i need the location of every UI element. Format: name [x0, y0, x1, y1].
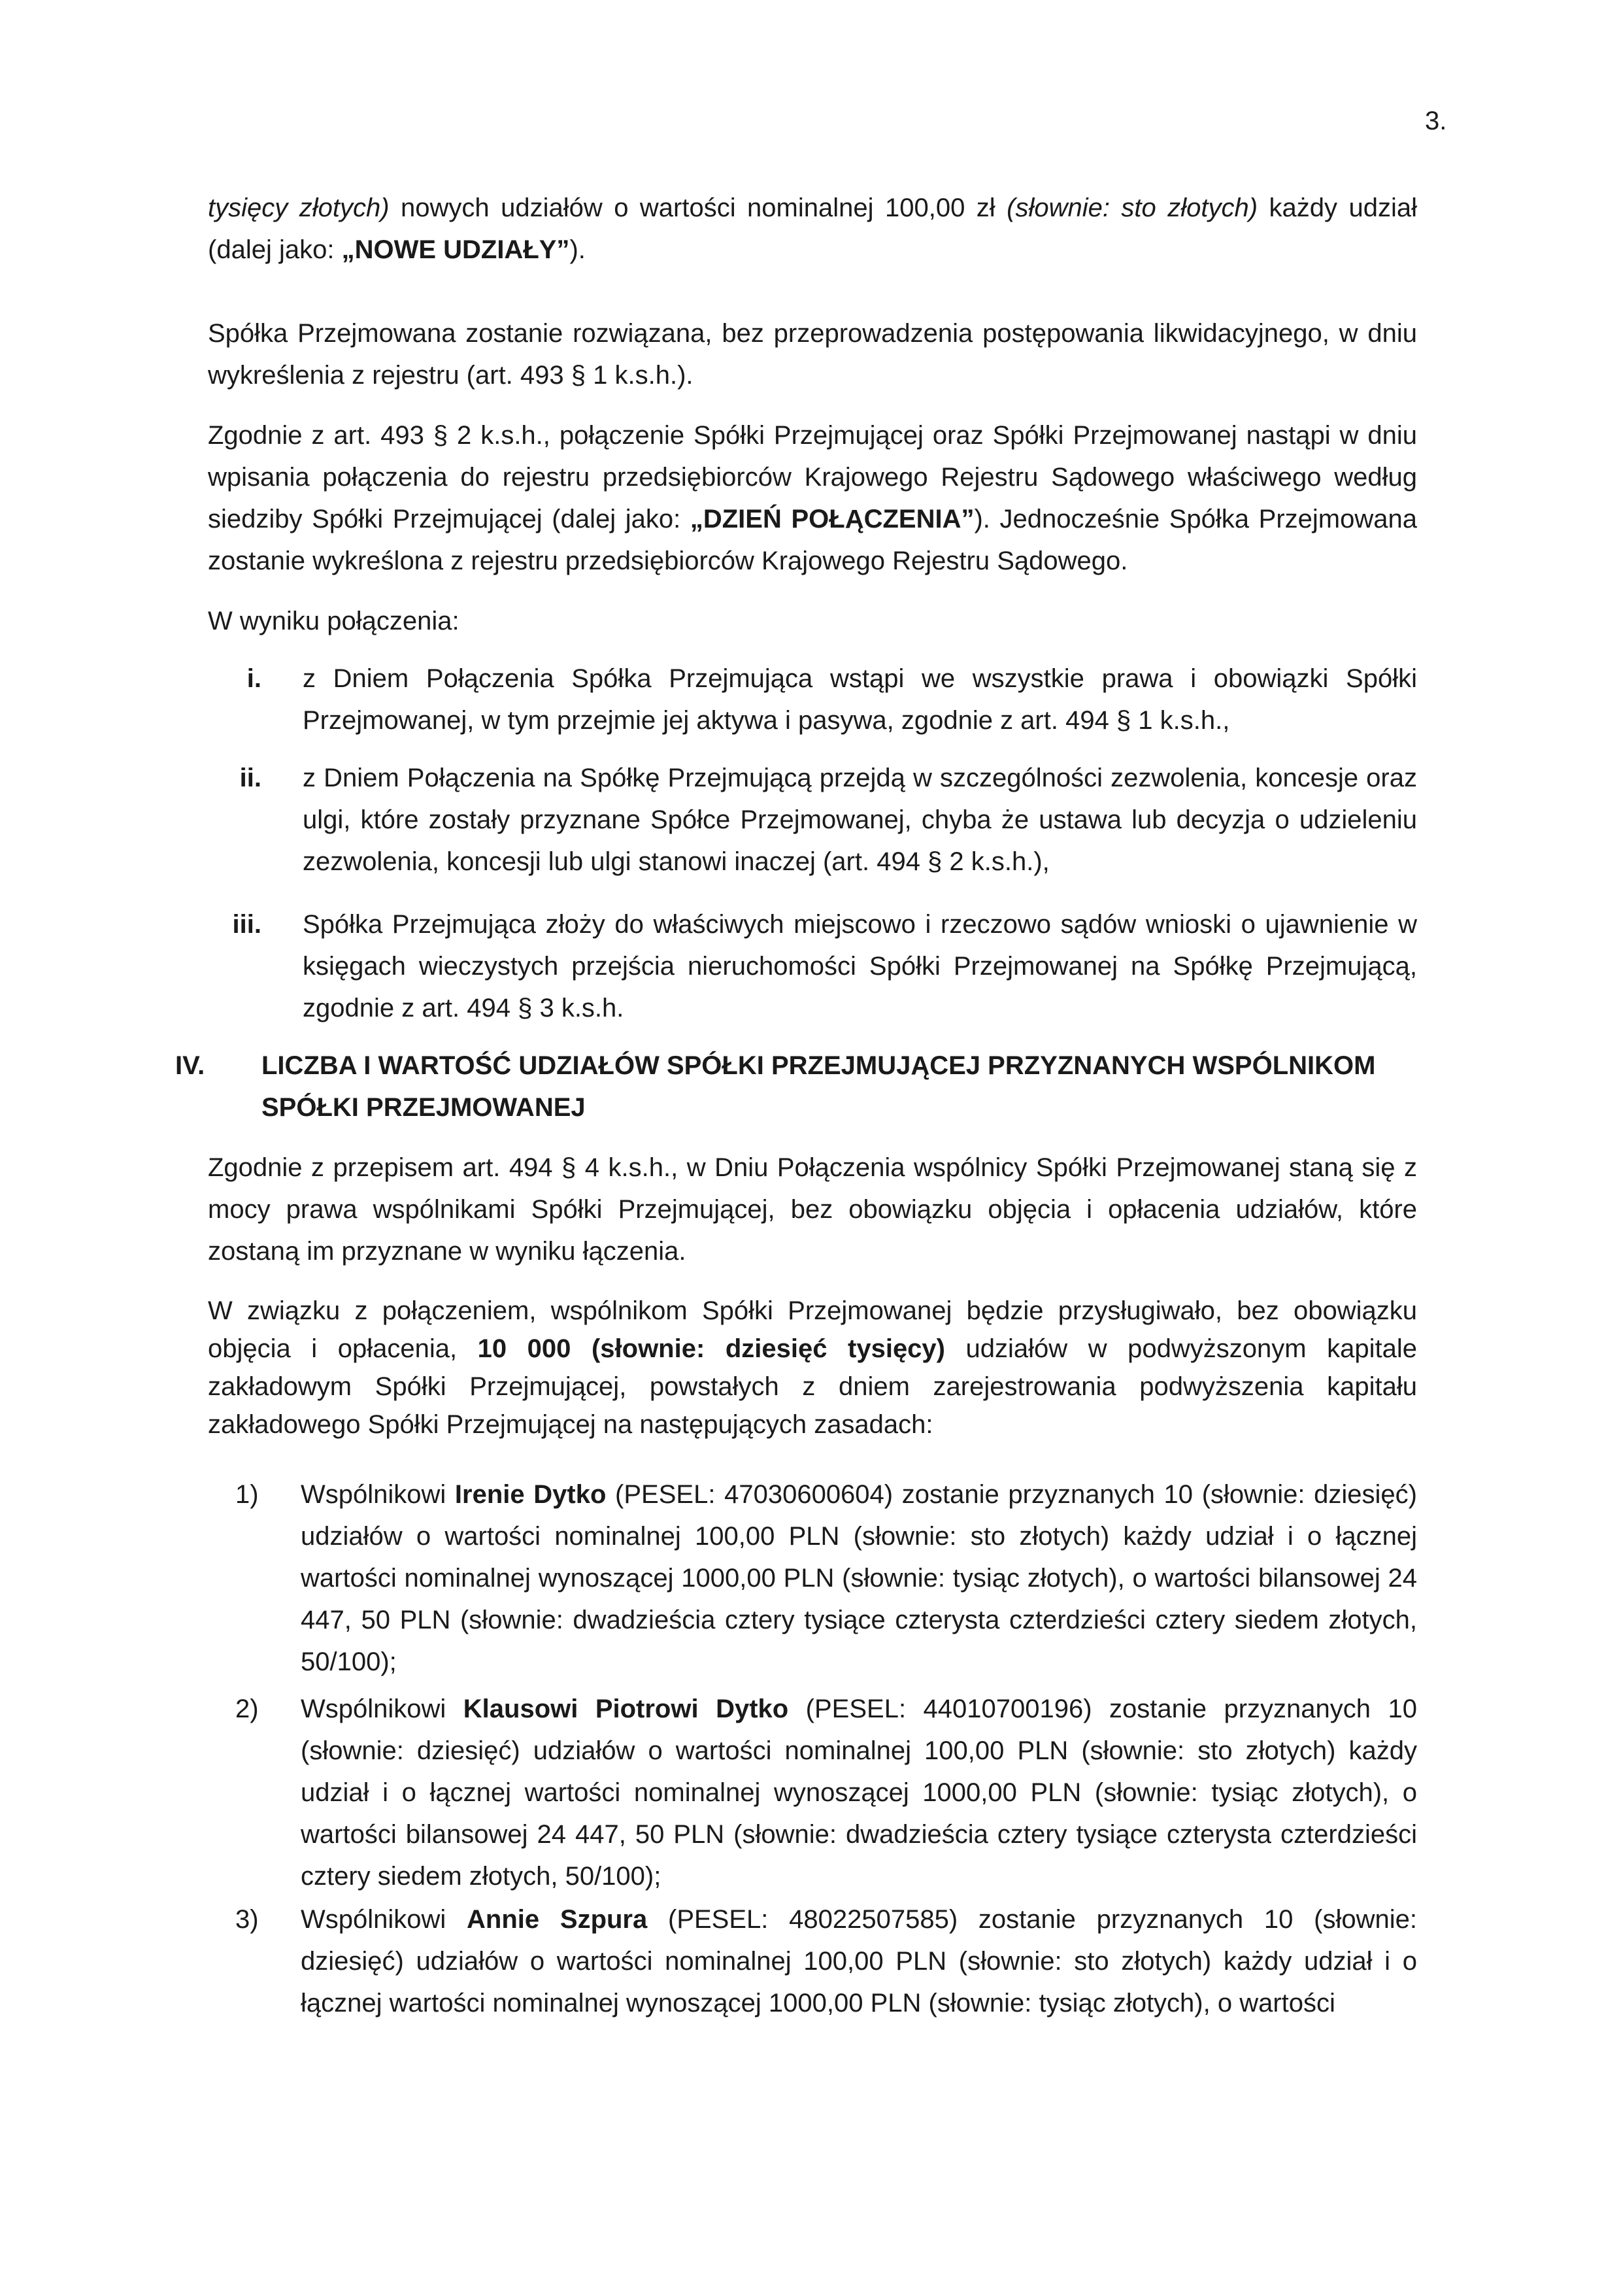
list-marker: i.: [246, 664, 261, 693]
item-details: (PESEL: 47030600604) zostanie przyznanych 10 (słownie: dziesięć) udziałów o wartości nominalnej 100,00 PLN (słownie: sto złotych) każdy udział i o łącznej wartości nominalnej wynoszącej 1000,00 PLN (słownie: tysiąc złotych), o wartości bilansowej 24 447, 50 PLN (słownie: dwadzieścia cztery tysiące czterysta czterdzieści cztery siedem złotych, 50/100);: [301, 1480, 1417, 1676]
list-marker: ii.: [239, 764, 261, 792]
list-item-text: Spółka Przejmująca złoży do właściwych miejscowo i rzeczowo sądów wnioski o ujawnienie w księgach wieczystych przejścia nieruchomości Spółki Przejmowanej na Spółkę Przejmującą, zgodnie z art. 494 § 3 k.s.h.: [303, 910, 1417, 1022]
list-item-text: [301, 1688, 1417, 1897]
paragraph-text: udziałów w podwyższonym kapitale zakładowym Spółki Przejmującej, powstałych z dniem zarejestrowania podwyższenia kapitału zakładowego Spółki Przejmującej na następujących zasadach:: [208, 1334, 1417, 1439]
paragraph-new-shares: [208, 187, 1417, 271]
paragraph-share-allocation: [208, 1292, 1417, 1443]
paragraph-text: nowych udziałów o wartości nominalnej 100,00 zł: [389, 194, 1007, 222]
list-marker: 3): [235, 1905, 259, 1934]
list-item-text: [301, 1899, 1417, 2024]
list-item-text: z Dniem Połączenia Spółka Przejmująca wstąpi we wszystkie prawa i obowiązki Spółki Przejmowanej, w tym przejmie jej aktywa i pasywa, zgodnie z art. 494 § 1 k.s.h.,: [303, 664, 1417, 735]
paragraph-text: ). Jednocześnie Spółka Przejmowana zostanie wykreślona z rejestru przedsiębiorców Krajowego Rejestru Sądowego.: [208, 505, 1417, 575]
italic-nominal-words: (słownie: sto złotych): [1007, 194, 1258, 222]
defined-term-merger-day: „DZIEŃ POŁĄCZENIA”: [690, 505, 975, 533]
shareholder-name: Klausowi Piotrowi Dytko: [463, 1695, 789, 1723]
shareholder-name: Irenie Dytko: [454, 1480, 607, 1509]
paragraph-text: każdy udział (dalej jako:: [208, 194, 1418, 264]
paragraph-text: Zgodnie z art. 493 § 2 k.s.h., połączenie Spółki Przejmującej oraz Spółki Przejmowanej nastąpi w dniu wpisania połączenia do rejestru przedsiębiorców Krajowego Rejestru Sądowego właściwego według siedziby Spółki Przejmującej (dalej jako:: [208, 421, 1417, 533]
list-item-text: [301, 1474, 1417, 1683]
section-number: IV.: [175, 1051, 205, 1080]
defined-term-new-shares: „NOWE UDZIAŁY”: [341, 235, 570, 264]
paragraph-text: ).: [569, 235, 586, 264]
paragraph-dissolution: Spółka Przejmowana zostanie rozwiązana, bez przeprowadzenia postępowania likwidacyjnego, w dniu wykreślenia z rejestru (art. 493 § 1 k.s.h.).: [208, 319, 1417, 390]
italic-amount-words: tysięcy złotych): [208, 194, 390, 222]
shareholder-name: Annie Szpura: [467, 1905, 648, 1934]
list-marker: 2): [235, 1695, 259, 1723]
bold-share-count: 10 000 (słownie: dziesięć tysięcy): [477, 1334, 945, 1363]
list-item-text: z Dniem Połączenia na Spółkę Przejmującą przejdą w szczególności zezwolenia, koncesje oraz ulgi, które zostały przyznane Spółce Przejmowanej, chyba że ustawa lub decyzja o udzieleniu zezwolenia, koncesji lub ulgi stanowi inaczej (art. 494 § 2 k.s.h.),: [303, 764, 1417, 876]
item-details: (PESEL: 44010700196) zostanie przyznanych 10 (słownie: dziesięć) udziałów o wartości nominalnej 100,00 PLN (słownie: sto złotych) każdy udział i o łącznej wartości nominalnej wynoszącej 1000,00 PLN (słownie: tysiąc złotych), o wartości bilansowej 24 447, 50 PLN (słownie: dwadzieścia cztery tysiące czterysta czterdzieści cztery siedem złotych, 50/100);: [301, 1695, 1417, 1891]
list-marker: 1): [235, 1480, 259, 1509]
paragraph-text: W związku z połączeniem, wspólnikom Spółki Przejmowanej będzie przysługiwało, bez obowiązku objęcia i opłacenia,: [208, 1296, 1417, 1363]
section-heading: LICZBA I WARTOŚĆ UDZIAŁÓW SPÓŁKI PRZEJMUJĄCEJ PRZYZNANYCH WSPÓLNIKOM SPÓŁKI PRZEJMOWANEJ: [261, 1051, 1376, 1122]
item-prefix: Wspólnikowi: [301, 1905, 467, 1934]
item-details: (PESEL: 48022507585) zostanie przyznanych 10 (słownie: dziesięć) udziałów o wartości nominalnej 100,00 PLN (słownie: sto złotych) każdy udział i o łącznej wartości nominalnej wynoszącej 1000,00 PLN (słownie: tysiąc złotych), o wartości: [301, 1905, 1417, 2017]
list-marker: iii.: [232, 910, 261, 939]
paragraph-legal-basis: Zgodnie z przepisem art. 494 § 4 k.s.h., w Dniu Połączenia wspólnicy Spółki Przejmowanej staną się z mocy prawa wspólnikami Spółki Przejmującej, bez obowiązku objęcia i opłacenia udziałów, które zostaną im przyznane w wyniku łączenia.: [208, 1153, 1417, 1266]
item-prefix: Wspólnikowi: [301, 1695, 463, 1723]
paragraph-result-intro: W wyniku połączenia:: [208, 607, 460, 635]
item-prefix: Wspólnikowi: [301, 1480, 455, 1509]
page-number: 3.: [1425, 107, 1447, 135]
paragraph-merger-date: [208, 414, 1417, 582]
